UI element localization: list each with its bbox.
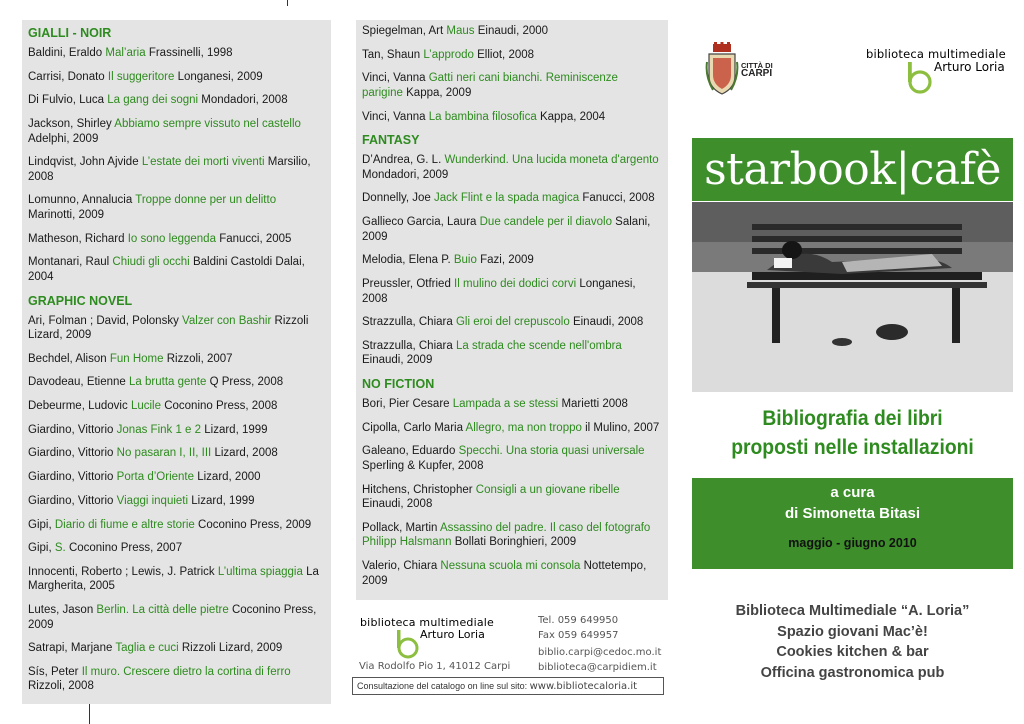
- curator-name: di Simonetta Bitasi: [784, 505, 921, 522]
- crop-mark: [89, 704, 90, 724]
- entry-publisher: Marinotti, 2009: [28, 208, 105, 221]
- bibliography-column-left: [22, 20, 331, 704]
- bibliography-entry: [28, 193, 325, 222]
- bibliography-entry: [28, 565, 325, 594]
- entry-publisher: Coconino Press, 2008: [164, 400, 278, 413]
- entry-author: Giardino, Vittorio: [28, 447, 114, 460]
- entry-title: La bambina filosofica: [428, 110, 537, 123]
- entry-publisher: Longanesi, 2008: [362, 278, 636, 305]
- bibliography-entry: [28, 446, 325, 461]
- entry-author: Jackson, Shirley: [28, 118, 112, 131]
- entry-author: Preussler, Otfried: [362, 278, 451, 290]
- entry-author: Baldini, Eraldo: [28, 47, 103, 59]
- entry-publisher: Frassinelli, 1998: [148, 47, 233, 59]
- entry-publisher: Rizzoli Lizard, 2009: [28, 314, 309, 341]
- bibliography-entry: [28, 518, 325, 533]
- section-heading: GIALLI - NOIR: [28, 26, 112, 40]
- entry-author: Sís, Peter: [28, 665, 79, 678]
- entry-publisher: Lizard, 1999: [191, 494, 255, 507]
- entry-author: Lomunno, Annalucia: [28, 194, 133, 207]
- banner-title: starbook|cafè: [704, 144, 1001, 195]
- entry-author: Montanari, Raul: [28, 256, 110, 269]
- entry-publisher: Longanesi, 2009: [177, 70, 263, 83]
- entry-publisher: Adelphi, 2009: [28, 132, 99, 145]
- catalog-label: Consultazione del catalogo on line sul sito:: [357, 681, 528, 691]
- entry-author: Di Fulvio, Luca: [28, 94, 105, 107]
- entry-publisher: Mondadori, 2008: [201, 94, 288, 107]
- bibliography-entry: [28, 232, 325, 247]
- entry-publisher: Fazi, 2009: [480, 254, 534, 267]
- library-logo-icon: [862, 44, 1012, 96]
- event-dates: maggio - giugno 2010: [788, 536, 917, 550]
- entry-publisher: Elliot, 2008: [477, 48, 535, 61]
- entry-publisher: Lizard, 1999: [204, 423, 268, 436]
- catalog-notice: [352, 677, 664, 695]
- entry-title: Assassino del padre. Il caso del fotografo Philipp Halsmann: [362, 521, 651, 549]
- bibliography-entry: [362, 253, 662, 268]
- entry-author: Lutes, Jason: [28, 604, 94, 617]
- entry-title: L’estate dei morti viventi: [141, 156, 265, 169]
- bibliography-entry: [28, 46, 325, 61]
- entry-publisher: Salani, 2009: [362, 216, 651, 243]
- entry-author: Giardino, Vittorio: [28, 494, 114, 507]
- entry-publisher: Einaudi, 2008: [572, 316, 644, 329]
- entry-title: Abbiamo sempre vissuto nel castello: [114, 118, 301, 131]
- entry-title: Troppe donne per un delitto: [135, 194, 277, 207]
- bibliography-entry: [28, 117, 325, 146]
- venue-list: [692, 601, 1013, 683]
- reading-woman-photo: [692, 202, 1013, 392]
- bibliography-entry: [362, 277, 662, 306]
- entry-publisher: Coconino Press, 2007: [68, 542, 183, 555]
- event-banner: [692, 138, 1013, 201]
- library-address: Via Rodolfo Pio 1, 41012 Carpi: [359, 661, 511, 672]
- section-heading: GRAPHIC NOVEL: [28, 293, 133, 308]
- crop-mark: [287, 0, 288, 6]
- entry-author: Giardino, Vittorio: [28, 423, 114, 436]
- entry-publisher: Fanucci, 2008: [582, 192, 655, 205]
- entry-publisher: Einaudi, 2008: [362, 498, 433, 511]
- entry-author: Hitchens, Christopher: [362, 483, 473, 496]
- tel-number: Tel. 059 649950: [538, 615, 619, 626]
- entry-title: La strada che scende nell'ombra: [455, 339, 622, 352]
- entry-author: Gallieco Garcia, Laura: [362, 216, 477, 229]
- bibliography-entry: [362, 483, 662, 512]
- entry-author: Donnelly, Joe: [362, 192, 431, 205]
- bibliography-entry: [28, 352, 325, 367]
- bibliography-entry: [28, 603, 325, 632]
- entry-publisher: Sperling & Kupfer, 2008: [362, 459, 484, 472]
- entry-title: La brutta gente: [129, 376, 207, 389]
- city-name: CARPI: [741, 68, 773, 79]
- bibliography-entry: [362, 339, 662, 368]
- entry-author: Spiegelman, Art: [362, 25, 444, 37]
- logo-name: biblioteca multimediale: [866, 47, 1006, 61]
- email-link[interactable]: biblio.carpi@cedoc.mo.it: [538, 647, 662, 658]
- bibliography-column-middle: [356, 20, 668, 600]
- entry-title: S.: [54, 542, 66, 555]
- venue-line: Biblioteca Multimediale “A. Loria”: [735, 603, 970, 619]
- section-heading: NO FICTION: [362, 377, 435, 392]
- entry-author: Bechdel, Alison: [28, 352, 107, 365]
- entry-author: Galeano, Eduardo: [362, 445, 456, 458]
- entry-author: Tan, Shaun: [362, 48, 421, 61]
- entry-publisher: Nottetempo, 2009: [362, 560, 647, 587]
- entry-author: Vinci, Vanna: [362, 110, 426, 123]
- bibliography-entry: [362, 215, 662, 244]
- entry-author: Satrapi, Marjane: [28, 642, 113, 655]
- entry-title: Gatti neri cani bianchi. Reminiscenze parigine: [362, 72, 618, 99]
- entry-title: Gli eroi del crepuscolo: [455, 316, 570, 329]
- entry-title: Io sono leggenda: [127, 232, 216, 245]
- entry-author: Innocenti, Roberto ; Lewis, J. Patrick: [28, 565, 215, 578]
- bibliography-entry: [28, 375, 325, 390]
- entry-title: Nessuna scuola mi consola: [440, 560, 581, 572]
- entry-title: Il suggeritore: [107, 70, 175, 83]
- bibliography-entry: [28, 541, 325, 556]
- entry-author: Gipi,: [28, 542, 52, 555]
- entry-publisher: Marietti 2008: [561, 398, 628, 411]
- entry-title: Jack Flint e la spada magica: [434, 192, 580, 205]
- bibliography-entry: [362, 24, 662, 39]
- bibliography-entry: [28, 423, 325, 438]
- entry-title: Taglia e cuci: [115, 642, 179, 655]
- entry-publisher: Marsilio, 2008: [28, 156, 311, 183]
- entry-title: Chiudi gli occhi: [112, 256, 190, 269]
- bibliography-entry: [362, 521, 662, 550]
- entry-author: Pollack, Martin: [362, 521, 438, 534]
- bibliography-entry: [362, 444, 662, 473]
- entry-title: Berlin. La città delle pietre: [96, 604, 229, 617]
- bibliography-entry: [362, 153, 662, 182]
- entry-author: Bori, Pier Cesare: [362, 398, 450, 411]
- entry-publisher: Baldini Castoldi Dalai, 2004: [28, 256, 305, 283]
- bibliography-entry: [28, 399, 325, 414]
- bibliography-entry: [28, 641, 325, 656]
- bibliography-entry: [28, 665, 325, 694]
- entry-title: La gang dei sogni: [107, 94, 199, 107]
- entry-publisher: Rizzoli, 2008: [28, 680, 94, 693]
- title-line: proposti nelle installazioni: [731, 436, 974, 459]
- entry-publisher: La Margherita, 2005: [28, 565, 319, 593]
- entry-author: Matheson, Richard: [28, 232, 125, 245]
- entry-author: Strazzulla, Chiara: [362, 339, 453, 352]
- fax-number: Fax 059 649957: [538, 629, 619, 641]
- entry-title: Lampada a se stessi: [452, 398, 559, 411]
- entry-publisher: Bollati Boringhieri, 2009: [454, 536, 577, 549]
- section-heading: FANTASY: [362, 133, 420, 148]
- entry-title: Il muro. Crescere dietro la cortina di ferro: [81, 665, 291, 678]
- entry-author: Vinci, Vanna: [362, 72, 426, 85]
- catalog-url-link[interactable]: www.bibliotecaloria.it: [529, 681, 638, 692]
- bibliography-entry: [362, 315, 662, 330]
- entry-title: Wunderkind. Una lucida moneta d'argento: [444, 154, 659, 167]
- entry-publisher: Rizzoli, 2007: [166, 352, 233, 365]
- venue-line: Spazio giovani Mac’è!: [777, 623, 928, 640]
- cura-label: a cura: [830, 484, 875, 501]
- entry-title: Viaggi inquieti: [116, 494, 189, 507]
- entry-publisher: Fanucci, 2005: [219, 232, 292, 245]
- entry-title: Fun Home: [109, 352, 164, 365]
- entry-author: Debeurme, Ludovic: [28, 400, 128, 413]
- entry-author: Cipolla, Carlo Maria: [362, 421, 463, 434]
- curator-box: [692, 478, 1013, 569]
- entry-author: Ari, Folman ; David, Polonsky: [28, 314, 179, 327]
- entry-title: Il mulino dei dodici corvi: [454, 278, 577, 290]
- entry-publisher: Einaudi, 2009: [362, 354, 433, 367]
- entry-title: Maus: [446, 25, 475, 37]
- bibliography-entry: [28, 314, 325, 343]
- entry-author: Valerio, Chiara: [362, 560, 438, 572]
- entry-publisher: Q Press, 2008: [209, 376, 284, 389]
- entry-title: Specchi. Una storia quasi universale: [458, 445, 645, 458]
- bibliography-entry: [28, 494, 325, 509]
- entry-title: Consigli a un giovane ribelle: [475, 483, 620, 496]
- city-label: [741, 62, 773, 78]
- entry-author: Lindqvist, John Ajvide: [28, 156, 139, 169]
- entry-publisher: Coconino Press, 2009: [198, 518, 312, 531]
- bibliography-entry: [362, 71, 662, 100]
- entry-author: D’Andrea, G. L.: [362, 154, 442, 167]
- entry-title: Porta d’Oriente: [116, 471, 195, 484]
- entry-publisher: Rizzoli Lizard, 2009: [181, 642, 283, 655]
- entry-publisher: Coconino Press, 2009: [28, 604, 317, 631]
- bibliography-entry: [28, 470, 325, 485]
- entry-author: Giardino, Vittorio: [28, 471, 114, 484]
- entry-title: L’ultima spiaggia: [217, 565, 303, 578]
- bibliography-entry: [362, 48, 662, 63]
- logo-name: biblioteca multimediale: [360, 616, 495, 629]
- venue-line: Officina gastronomica pub: [760, 664, 945, 681]
- contact-numbers: [538, 614, 661, 675]
- entry-title: Mal’aria: [105, 47, 146, 59]
- coat-of-arms-icon: [705, 42, 739, 98]
- email-link[interactable]: biblioteca@carpidiem.it: [538, 661, 657, 673]
- bibliography-entry: [362, 421, 662, 436]
- venue-line: Cookies kitchen & bar: [776, 644, 929, 660]
- entry-publisher: Mondadori, 2009: [362, 168, 449, 181]
- bibliography-entry: [362, 110, 662, 125]
- entry-title: Allegro, ma non troppo: [465, 421, 582, 434]
- entry-publisher: Lizard, 2008: [214, 447, 278, 460]
- entry-title: Valzer con Bashir: [182, 314, 272, 327]
- title-line: Bibliografia dei libri: [762, 407, 943, 430]
- entry-title: Jonas Fink 1 e 2: [116, 423, 202, 436]
- entry-publisher: Kappa, 2004: [539, 110, 606, 123]
- document-title: [705, 404, 1000, 462]
- entry-title: No pasaran I, II, III: [116, 447, 212, 460]
- entry-publisher: il Mulino, 2007: [585, 421, 660, 434]
- bibliography-entry: [362, 191, 662, 206]
- entry-publisher: Einaudi, 2000: [477, 25, 549, 37]
- library-logo-icon: [358, 614, 498, 660]
- entry-publisher: Kappa, 2009: [406, 86, 472, 99]
- entry-author: Gipi,: [28, 518, 52, 531]
- entry-publisher: Lizard, 2000: [197, 471, 261, 484]
- bibliography-entry: [28, 70, 325, 85]
- entry-author: Davodeau, Etienne: [28, 376, 126, 389]
- bibliography-entry: [28, 93, 325, 108]
- bibliography-entry: [28, 155, 325, 184]
- entry-author: Melodia, Elena P.: [362, 254, 451, 267]
- bibliography-entry: [28, 255, 325, 284]
- entry-title: Due candele per il diavolo: [479, 216, 612, 229]
- entry-author: Carrisi, Donato: [28, 70, 105, 83]
- entry-title: Lucile: [130, 400, 161, 413]
- entry-title: Buio: [453, 254, 477, 267]
- entry-title: L’approdo: [423, 48, 474, 61]
- bibliography-entry: [362, 559, 662, 588]
- city-line: CITTÀ DI: [741, 61, 773, 70]
- logo-sub: Arturo Loria: [934, 60, 1005, 74]
- logo-sub: Arturo Loria: [420, 628, 485, 641]
- bibliography-entry: [362, 397, 662, 412]
- entry-title: Diario di fiume e altre storie: [54, 518, 195, 531]
- entry-author: Strazzulla, Chiara: [362, 316, 453, 329]
